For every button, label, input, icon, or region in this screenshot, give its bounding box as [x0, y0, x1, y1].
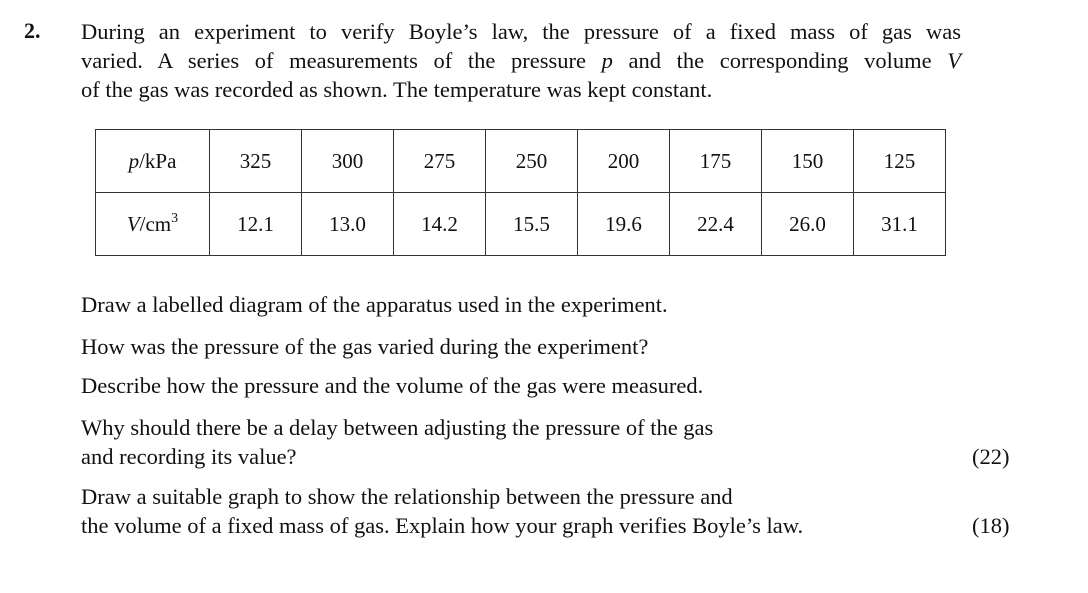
volume-cell: 19.6	[578, 193, 670, 256]
volume-cell: 12.1	[210, 193, 302, 256]
part-delay-question	[81, 413, 713, 471]
marks-22: (22)	[972, 444, 1010, 469]
pressure-cell: 125	[854, 130, 946, 193]
part-pressure-varied: How was the pressure of the gas varied during the experiment?	[81, 334, 649, 359]
part-delay-line-2: and recording its value?	[81, 444, 297, 469]
pressure-header	[96, 130, 210, 193]
volume-cell: 26.0	[762, 193, 854, 256]
question-number: 2.	[24, 18, 41, 43]
volume-cell: 14.2	[394, 193, 486, 256]
question-intro	[81, 17, 961, 104]
part-graph-line-1: Draw a suitable graph to show the relationship between the pressure and	[81, 484, 733, 509]
part-graph-line-2: the volume of a fixed mass of gas. Explain how your graph verifies Boyle’s law.	[81, 513, 804, 538]
volume-header-unit: /cm	[139, 211, 172, 236]
pressure-row	[96, 130, 946, 193]
pressure-cell: 150	[762, 130, 854, 193]
intro-line-2-text-a: varied. A series of measurements of the pressure	[81, 48, 586, 73]
pressure-cell: 275	[394, 130, 486, 193]
volume-cell: 31.1	[854, 193, 946, 256]
pressure-symbol-text: p	[601, 48, 613, 73]
volume-cell: 22.4	[670, 193, 762, 256]
part-delay-line-1: Why should there be a delay between adjusting the pressure of the gas	[81, 415, 714, 440]
pressure-cell: 300	[302, 130, 394, 193]
marks-18: (18)	[972, 513, 1010, 538]
intro-line-2-text-b: and the corresponding volume	[628, 48, 932, 73]
intro-line-1: During an experiment to verify Boyle’s law, the pressure of a fixed mass of gas was	[81, 19, 961, 44]
volume-cell: 15.5	[486, 193, 578, 256]
intro-line-3: of the gas was recorded as shown. The temperature was kept constant.	[81, 77, 713, 102]
pressure-cell: 250	[486, 130, 578, 193]
volume-header	[96, 193, 210, 256]
intro-line-2	[81, 46, 961, 75]
volume-cell: 13.0	[302, 193, 394, 256]
volume-symbol-text: V	[947, 48, 961, 73]
pressure-cell: 175	[670, 130, 762, 193]
part-graph-question	[81, 482, 803, 540]
pressure-cell: 200	[578, 130, 670, 193]
pressure-volume-table	[95, 129, 946, 256]
pressure-cell: 325	[210, 130, 302, 193]
volume-row	[96, 193, 946, 256]
volume-header-symbol: V	[126, 211, 140, 236]
pressure-header-symbol: p	[128, 148, 140, 173]
part-measurement: Describe how the pressure and the volume of the gas were measured.	[81, 373, 704, 398]
pressure-header-unit: /kPa	[139, 148, 177, 173]
volume-header-power: 3	[171, 210, 179, 226]
part-apparatus-diagram: Draw a labelled diagram of the apparatus used in the experiment.	[81, 292, 668, 317]
